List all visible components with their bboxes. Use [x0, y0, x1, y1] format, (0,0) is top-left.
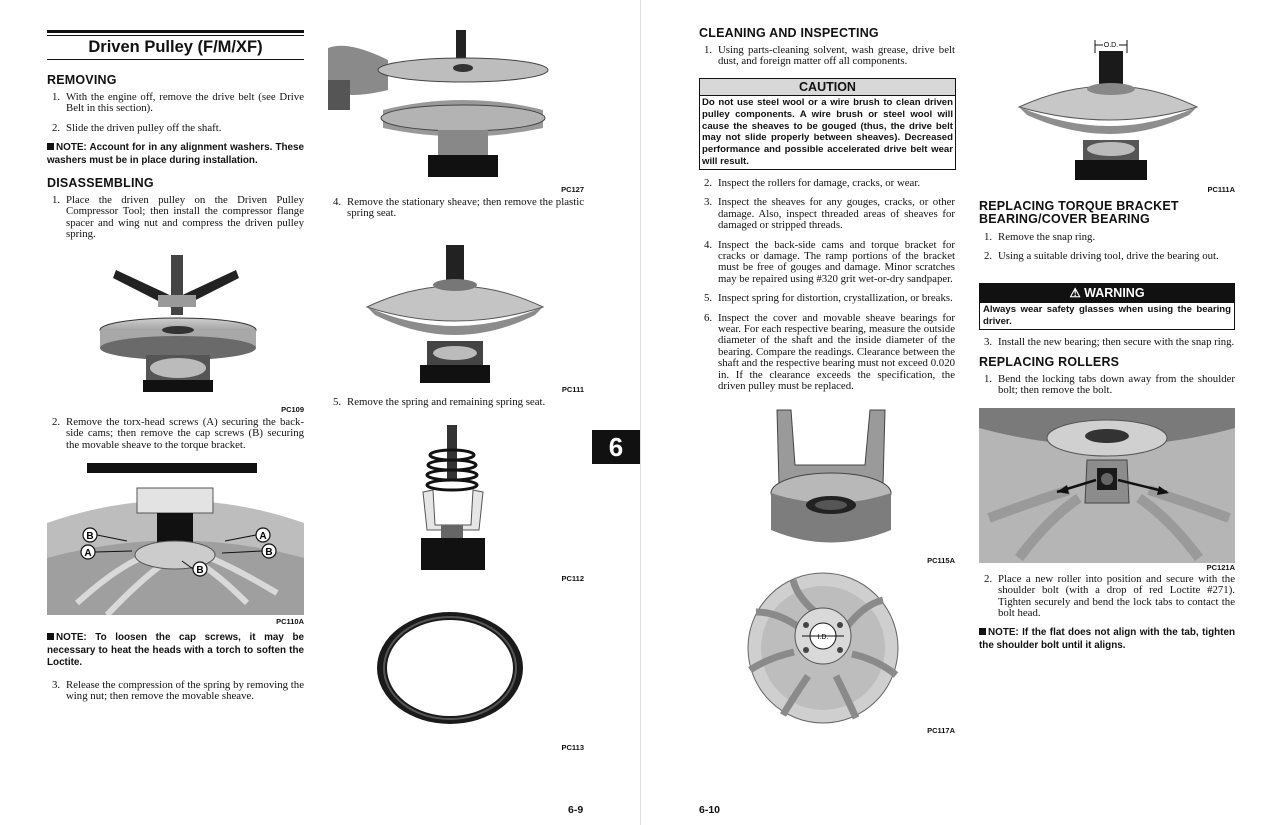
disassembling-step-3-list	[47, 680, 304, 711]
caution-title: CAUTION	[700, 79, 955, 96]
photo-roller-tabs	[979, 408, 1235, 563]
note-heat-cap-screws: NOTE: To loosen the cap screws, it may be necessary to heat the heads with a torch to soften the Loctite.	[47, 632, 304, 669]
removing-step-2: 2. Slide the driven pulley off the shaft.	[52, 121, 222, 134]
callout-b-3	[193, 562, 207, 576]
caption-pc113: PC113	[561, 743, 584, 752]
svg-text:B: B	[86, 531, 94, 542]
disassembling-step-2-list	[47, 417, 304, 459]
title-rule-top-thin	[47, 35, 304, 36]
photo-torque-bracket	[765, 405, 900, 555]
removing-step-1: 1. With the engine off, remove the drive belt (see Drive Belt in this section).	[52, 91, 304, 115]
disassembling-step-5: 5. Remove the spring and remaining spring seat.	[333, 396, 546, 408]
photo-stationary-sheave	[365, 245, 545, 385]
photo-spring-seat	[373, 608, 528, 728]
caption-pc115a: PC115A	[927, 556, 955, 565]
heading-replacing-bearing-2: BEARING/COVER BEARING	[979, 212, 1150, 226]
title-rule-bottom	[47, 59, 304, 60]
caption-pc110a: PC110A	[276, 617, 304, 626]
note-alignment-washers: NOTE: Account for in any alignment washers. These washers must be in place during installation.	[47, 142, 304, 166]
callout-a-2	[256, 528, 270, 542]
warning-title: WARNING	[1084, 286, 1145, 300]
photo-back-side-cams	[47, 463, 304, 615]
bearing-steps	[979, 232, 1235, 271]
cleaning-step-1: 1. Using parts-cleaning solvent, wash grease, drive belt dust, and foreign matter off all components.	[704, 44, 955, 68]
cleaning-step-4: 4. Inspect the back-side cams and torque bracket for cracks or damage. The ramp portions of the bracket must be free of gouges and damage. Minor scratches may be repaired using #320 grit wet-or-dry sandpaper.	[704, 238, 955, 285]
caution-text: Do not use steel wool or a wire brush to clean driven pulley components. A wire brush or steel wool will cause the sheaves to be gouged (thus, the drive belt may not slide properly between sheaves). Decreased performance and possible accelerated drive belt wear will result.	[702, 97, 953, 167]
callout-b-2	[262, 544, 276, 558]
caption-pc117a: PC117A	[927, 726, 955, 735]
warning-header	[979, 283, 1235, 303]
bearing-step-3-list	[979, 337, 1235, 356]
caption-pc111: PC111	[561, 385, 584, 394]
cleaning-step-1-list	[699, 45, 955, 76]
label-od: O.D.	[1103, 42, 1119, 49]
photo-shaft-od	[1015, 35, 1200, 185]
title-rule-top	[47, 30, 304, 33]
caption-pc127: PC127	[561, 185, 584, 194]
heading-cleaning-inspecting: CLEANING AND INSPECTING	[699, 26, 879, 40]
heading-disassembling: DISASSEMBLING	[47, 176, 154, 190]
warning-text: Always wear safety glasses when using the bearing driver.	[979, 303, 1235, 330]
label-id: I.D.	[817, 634, 829, 641]
svg-text:A: A	[259, 531, 267, 542]
warning-triangle-icon: ⚠	[1069, 286, 1081, 300]
cleaning-step-2: 2. Inspect the rollers for damage, cracks, or wear.	[704, 177, 921, 189]
caption-pc112: PC112	[561, 574, 584, 583]
photo-movable-sheave	[738, 570, 908, 725]
cleaning-steps	[699, 178, 955, 401]
photo-compressor-tool	[98, 250, 258, 400]
svg-text:B: B	[196, 565, 204, 576]
caption-pc121a: PC121A	[1206, 563, 1235, 572]
callout-a-1	[81, 545, 95, 559]
bearing-step-2: 2. Using a suitable driving tool, drive the bearing out.	[984, 250, 1219, 263]
caption-pc111a: PC111A	[1207, 185, 1235, 194]
cleaning-step-5: 5. Inspect spring for distortion, crystallization, or breaks.	[704, 292, 953, 305]
bearing-step-1: 1. Remove the snap ring.	[984, 231, 1096, 243]
page-number-right: 6-10	[699, 804, 721, 816]
page-number-left: 6-9	[568, 804, 584, 816]
disassembling-step-1: 1. Place the driven pulley on the Driven Pulley Compressor Tool; then install the compressor flange spacer and wing nut and compress the driven pulley spring.	[52, 194, 304, 241]
disassembling-step-1-list	[47, 195, 304, 249]
caution-box	[699, 78, 956, 170]
cleaning-step-6: 6. Inspect the cover and movable sheave bearings for wear. For each respective bearing, measure the outside diameter of the shaft and the inside diameter of the bearing. Compare the readings. Clearance between the shaft and the respective bearing must not exceed 0.020 in. If the clearance exceeds the specification, the driven pulley must be replaced.	[704, 311, 955, 393]
heading-replacing-rollers: REPLACING ROLLERS	[979, 355, 1120, 369]
removing-steps	[47, 92, 304, 142]
photo-removing-sheave	[328, 30, 584, 182]
rollers-step-2-list	[979, 574, 1235, 628]
rollers-step-2: 2. Place a new roller into position and secure with the shoulder bolt (with a drop of red Loctite #271). Tighten securely and bend the lock tabs to contact the bolt head.	[984, 573, 1235, 620]
heading-replacing-bearing-1: REPLACING TORQUE BRACKET	[979, 199, 1179, 213]
page-gutter	[640, 0, 641, 825]
photo-spring	[413, 420, 493, 575]
rollers-step-1: 1. Bend the locking tabs down away from the shoulder bolt; then remove the bolt.	[984, 373, 1235, 397]
disassembling-step-4-list	[328, 197, 584, 228]
page-title: Driven Pulley (F/M/XF)	[88, 38, 263, 56]
cleaning-step-3: 3. Inspect the sheaves for any gouges, cracks, or other damage. Also, inspect threaded areas of sheaves for damaged or stripped threads.	[704, 196, 955, 232]
disassembling-step-5-list	[328, 397, 584, 416]
callout-b-1	[83, 528, 97, 542]
disassembling-step-3: 3. Release the compression of the spring by removing the wing nut; then remove the movable sheave.	[52, 679, 304, 703]
note-flat-align: NOTE: If the flat does not align with the tab, tighten the shoulder bolt until it aligns.	[979, 627, 1235, 651]
rollers-step-1-list	[979, 374, 1235, 405]
warning-box	[979, 283, 1235, 330]
heading-removing: REMOVING	[47, 73, 117, 87]
bearing-step-3: 3. Install the new bearing; then secure with the snap ring.	[984, 336, 1235, 348]
svg-text:B: B	[265, 547, 273, 558]
disassembling-step-2: 2. Remove the torx-head screws (A) securing the back-side cams; then remove the cap screws (B) securing the movable sheave to the torque bracket.	[52, 416, 304, 451]
section-tab: 6	[592, 430, 640, 464]
disassembling-step-4: 4. Remove the stationary sheave; then remove the plastic spring seat.	[333, 196, 584, 220]
caption-pc109: PC109	[281, 405, 304, 414]
svg-text:A: A	[84, 548, 92, 559]
